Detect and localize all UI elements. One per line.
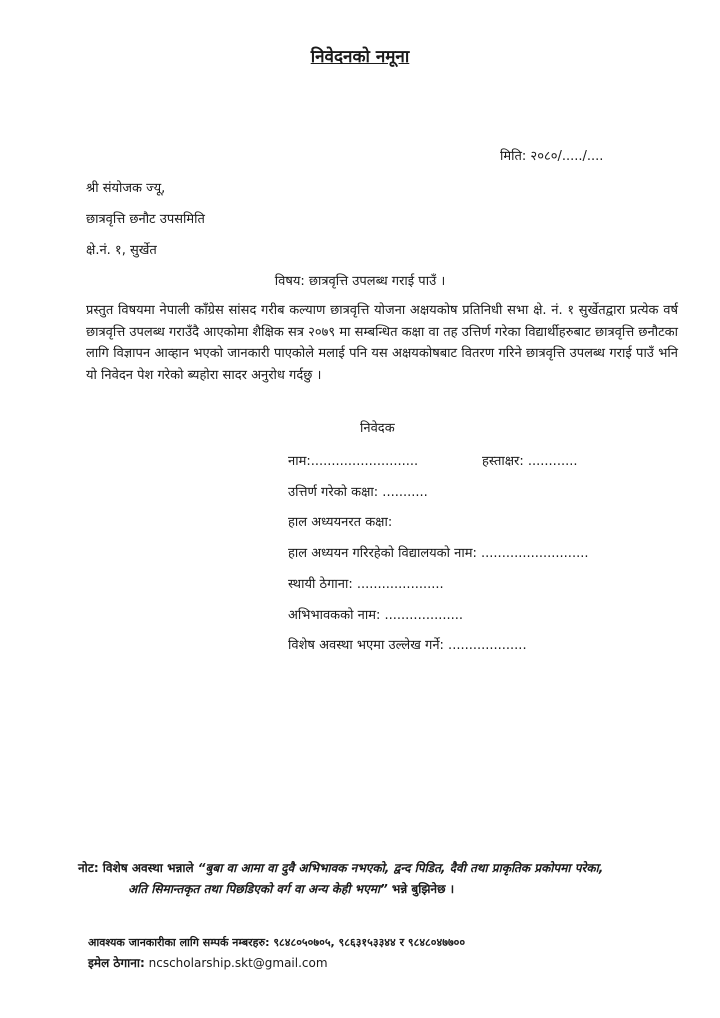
- contact-email-row: [88, 954, 328, 971]
- recipient-line-1: श्री संयोजक ज्यू,: [86, 181, 166, 196]
- field-name: नाम:..........................: [288, 454, 419, 469]
- document-title: निवेदनको नमूना: [310, 47, 410, 67]
- email-label: इमेल ठेगाना:: [88, 956, 145, 970]
- field-passed-class: उत्तिर्ण गरेको कक्षा: ...........: [288, 485, 428, 500]
- recipient-line-3: क्षे.नं. १, सुर्खेत: [86, 243, 157, 258]
- footnote: [78, 858, 688, 900]
- email-address: ncscholarship.skt@gmail.com: [148, 956, 328, 970]
- field-signature: हस्ताक्षर: ............: [482, 454, 578, 469]
- applicant-label: निवेदक: [360, 421, 395, 436]
- subject-line: विषय: छात्रवृत्ति उपलब्ध गराई पाउँ ।: [274, 274, 446, 289]
- field-guardian-name: अभिभावकको नाम: ...................: [288, 608, 464, 623]
- note-quote-line-2: अति सिमान्तकृत तथा पिछडिएको वर्ग वा अन्य केही भएमा”: [128, 882, 388, 896]
- field-permanent-address: स्थायी ठेगाना: .....................: [288, 577, 444, 592]
- field-special-condition: विशेष अवस्था भएमा उल्लेख गर्ने: ...................: [288, 638, 527, 653]
- field-current-school: हाल अध्ययन गरिरहेको विद्यालयको नाम: ..........................: [288, 546, 589, 561]
- note-suffix: भन्ने बुझिनेछ ।: [391, 882, 455, 896]
- body-paragraph: प्रस्तुत विषयमा नेपाली काँग्रेस सांसद गरीब कल्याण छात्रवृत्ति योजना अक्षयकोष प्रतिनिधी सभा क्षे. नं. १ सुर्खेतद्वारा प्रत्येक वर्ष छात्रवृत्ति उपलब्ध गराउँदै आएकोमा शैक्षिक सत्र २०७९ मा सम्बन्धित कक्षा वा तह उत्तिर्ण गरेका विद्यार्थीहरुबाट छात्रवृत्ति छनौटका लागि विज्ञापन आव्हान भएको जानकारी पाएकोले मलाई पनि यस अक्षयकोषबाट वितरण गरिने छात्रवृत्ति उपलब्ध गराई पाउँ भनि यो निवेदन पेश गरेको ब्यहोरा सादर अनुरोध गर्दछु ।: [86, 303, 678, 383]
- note-prefix: नोट: विशेष अवस्था भन्नाले: [78, 861, 194, 875]
- field-current-class: हाल अध्ययनरत कक्षा:: [288, 515, 393, 530]
- contact-phones: आवश्यक जानकारीका लागि सम्पर्क नम्बरहरु: ९८४८०५०७०५, ९८६३१५३३४४ र ९८४८०४७७००: [88, 936, 466, 949]
- date-line: मिति: २०८०/...../....: [500, 149, 604, 164]
- recipient-line-2: छात्रवृत्ति छनौट उपसमिति: [86, 212, 205, 227]
- note-quote-line-1: “बुबा वा आमा वा दुवै अभिभावक नभएको, द्वन्द पिडित, दैवी तथा प्राकृतिक प्रकोपमा परेका,: [197, 861, 604, 875]
